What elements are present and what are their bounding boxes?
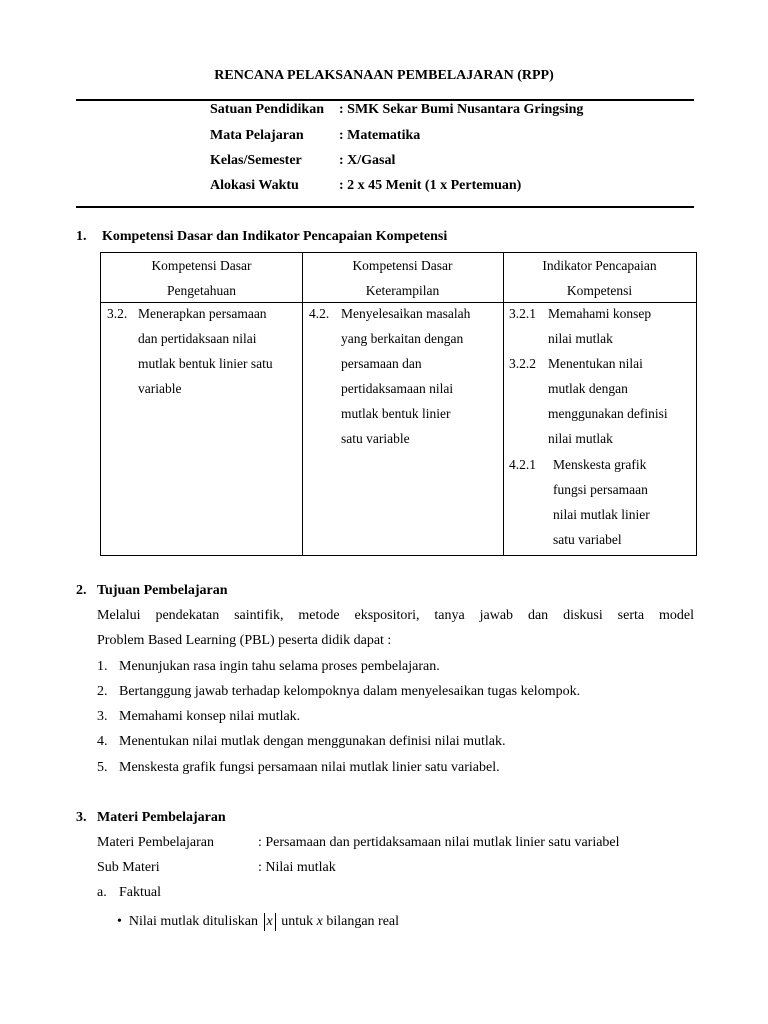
section2-intro-line1: Melalui pendekatan saintifik, metode ekspositori, tanya jawab dan diskusi serta model xyxy=(97,608,694,623)
materi-label: Materi Pembelajaran xyxy=(97,835,215,850)
text-line: nilai mutlak xyxy=(548,431,613,446)
section1-title: Kompetensi Dasar dan Indikator Pencapaian Kompetensi xyxy=(102,229,448,244)
objective-text: Menunjukan rasa ingin tahu selama proses pembelajaran. xyxy=(119,659,440,674)
indikator-text-2 xyxy=(548,351,668,451)
header-line: Pengetahuan xyxy=(167,283,236,298)
text-line: menggunakan definisi xyxy=(548,406,668,421)
submateri-value: : Nilai mutlak xyxy=(258,860,336,875)
header-top-rule xyxy=(76,99,694,101)
header-value-kelas: : X/Gasal xyxy=(339,153,396,168)
section3-title: Materi Pembelajaran xyxy=(97,810,226,825)
bullet-text-after: untuk xyxy=(281,914,314,929)
header-line: Kompetensi Dasar xyxy=(151,258,252,273)
indikator-number-2: 3.2.2 xyxy=(509,356,536,371)
text-line: satu variable xyxy=(341,431,410,446)
header-line: Kompetensi Dasar xyxy=(352,258,453,273)
objective-text: Menskesta grafik fungsi persamaan nilai mutlak linier satu variabel. xyxy=(119,760,500,775)
text-line: Menerapkan persamaan xyxy=(138,306,267,321)
indikator-text-1 xyxy=(548,301,651,351)
section1-number: 1. xyxy=(76,229,87,244)
header-value-mapel: : Matematika xyxy=(339,128,421,143)
text-line: mutlak dengan xyxy=(548,381,628,396)
page-title: RENCANA PELAKSANAAN PEMBELAJARAN (RPP) xyxy=(214,68,554,83)
text-line: Menentukan nilai xyxy=(548,356,643,371)
objective-number: 4. xyxy=(97,734,108,749)
table-header-keterampilan xyxy=(302,253,503,303)
indikator-number-1: 3.2.1 xyxy=(509,306,536,321)
sub-a-letter: a. xyxy=(97,885,107,900)
kd-pengetahuan-number: 3.2. xyxy=(107,306,128,321)
text-line: Menyelesaikan masalah xyxy=(341,306,471,321)
section2-title: Tujuan Pembelajaran xyxy=(97,583,228,598)
bullet-dot-icon: • xyxy=(117,914,122,929)
text-line: pertidaksamaan nilai xyxy=(341,381,454,396)
kd-keterampilan-text xyxy=(341,301,470,451)
competency-table xyxy=(100,252,697,556)
materi-value: : Persamaan dan pertidaksamaan nilai mutlak linier satu variabel xyxy=(258,835,620,850)
table-header-indikator xyxy=(503,253,696,303)
text-line: mutlak bentuk linier satu xyxy=(138,356,273,371)
header-value-satuan: : SMK Sekar Bumi Nusantara Gringsing xyxy=(339,102,584,117)
bullet-var2: x xyxy=(316,914,323,929)
sub-a-label: Faktual xyxy=(119,885,161,900)
indikator-number-3: 4.2.1 xyxy=(509,457,536,472)
section3-number: 3. xyxy=(76,810,87,825)
kd-keterampilan-number: 4.2. xyxy=(309,306,330,321)
objective-number: 5. xyxy=(97,760,108,775)
text-line: satu variabel xyxy=(553,532,622,547)
header-label-satuan: Satuan Pendidikan xyxy=(210,102,324,117)
objective-number: 2. xyxy=(97,684,108,699)
text-line: nilai mutlak linier xyxy=(553,507,650,522)
objective-text: Bertanggung jawab terhadap kelompoknya dalam menyelesaikan tugas kelompok. xyxy=(119,684,581,699)
text-line: fungsi persamaan xyxy=(553,482,648,497)
text-line: dan pertidaksaan nilai xyxy=(138,331,257,346)
text-line: persamaan dan xyxy=(341,356,422,371)
objective-text: Menentukan nilai mutlak dengan menggunakan definisi nilai mutlak. xyxy=(119,734,506,749)
submateri-label: Sub Materi xyxy=(97,860,160,875)
abs-value-expression xyxy=(264,913,276,931)
bullet-text-end: bilangan real xyxy=(326,914,400,929)
header-label-kelas: Kelas/Semester xyxy=(210,153,302,168)
text-line: yang berkaitan dengan xyxy=(341,331,464,346)
objective-number: 1. xyxy=(97,659,108,674)
text-line: mutlak bentuk linier xyxy=(341,406,451,421)
text-line: Menskesta grafik xyxy=(553,457,647,472)
header-label-mapel: Mata Pelajaran xyxy=(210,128,304,143)
table-header-pengetahuan xyxy=(101,253,302,303)
header-line: Kompetensi xyxy=(566,283,633,298)
header-bottom-rule xyxy=(76,206,694,208)
section2-intro-line2: Problem Based Learning (PBL) peserta didik dapat : xyxy=(97,633,392,648)
bullet-text-before: Nilai mutlak dituliskan xyxy=(128,914,259,929)
objective-text: Memahami konsep nilai mutlak. xyxy=(119,709,301,724)
text-line: Memahami konsep xyxy=(548,306,652,321)
header-value-alokasi: : 2 x 45 Menit (1 x Pertemuan) xyxy=(339,178,522,193)
indikator-text-3 xyxy=(553,452,650,552)
objective-number: 3. xyxy=(97,709,108,724)
abs-var: x xyxy=(266,914,273,929)
bullet-item xyxy=(117,913,399,931)
header-line: Keterampilan xyxy=(365,283,440,298)
header-line: Indikator Pencapaian xyxy=(542,258,657,273)
kd-pengetahuan-text xyxy=(138,301,273,401)
text-line: variable xyxy=(138,381,182,396)
header-label-alokasi: Alokasi Waktu xyxy=(210,178,299,193)
text-line: nilai mutlak xyxy=(548,331,613,346)
section2-number: 2. xyxy=(76,583,87,598)
